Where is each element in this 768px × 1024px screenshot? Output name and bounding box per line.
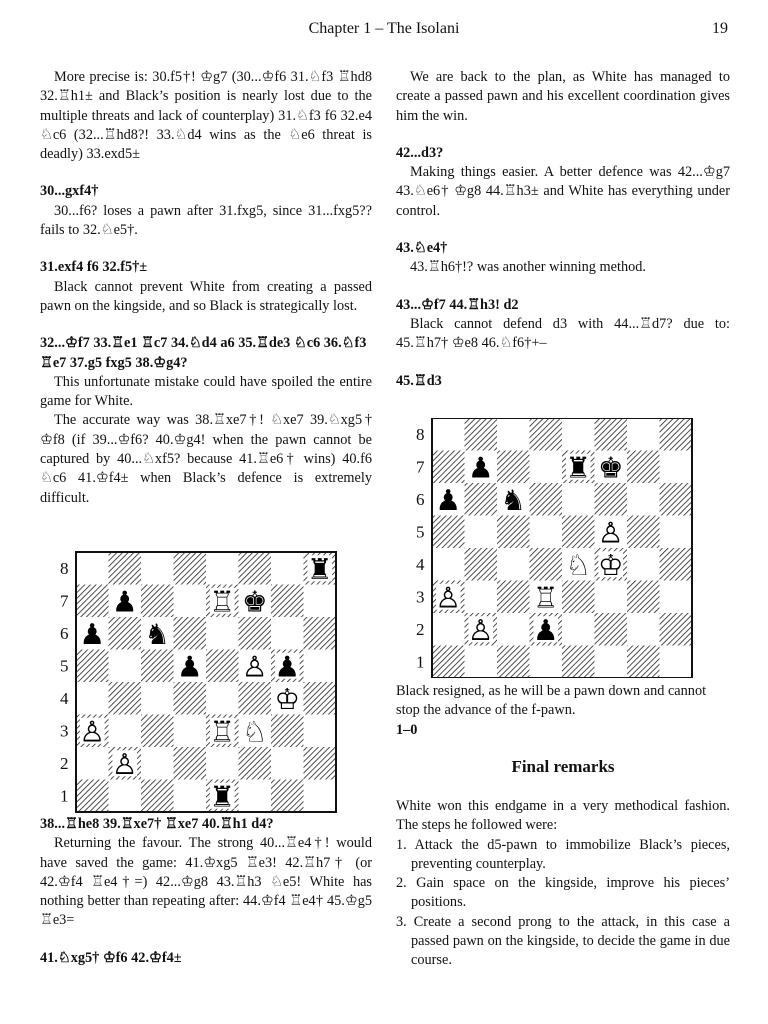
rank-label: 8 <box>416 425 425 445</box>
light-square <box>497 418 530 451</box>
page-header <box>0 20 768 42</box>
rank-label: 7 <box>60 591 69 611</box>
dark-square <box>497 581 530 614</box>
dark-square <box>660 548 693 581</box>
dark-square <box>660 613 693 646</box>
dark-square <box>304 617 337 650</box>
light-square <box>206 617 239 650</box>
white-king-icon: ♔ <box>274 681 301 716</box>
dark-square <box>76 650 109 683</box>
light-square <box>530 451 563 484</box>
dark-square <box>239 682 272 715</box>
chess-board-2 <box>396 418 696 678</box>
page-number: 19 <box>712 20 728 37</box>
resign-text: Black resigned, as he will be a pawn down and cannot stop the advance of the f-pawn. <box>396 683 707 719</box>
commentary-paragraph: 30...f6? loses a pawn after 31.fxg5, since 31...fxg5?? fails to 32.♘e5†. <box>40 202 372 239</box>
light-square <box>562 613 595 646</box>
rank-label: 2 <box>60 754 69 774</box>
chess-diagram-1 <box>40 544 340 819</box>
dark-square <box>174 682 207 715</box>
black-knight-icon: ♞ <box>500 482 527 517</box>
white-pawn-icon: ♙ <box>241 649 268 684</box>
white-pawn-icon: ♙ <box>79 714 106 749</box>
dark-square <box>141 585 174 618</box>
light-square <box>530 516 563 549</box>
dark-square <box>109 682 142 715</box>
rank-label: 6 <box>416 490 425 510</box>
chapter-title: Chapter 1 – The Isolani <box>308 20 460 37</box>
dark-square <box>271 715 304 748</box>
rank-label: 5 <box>60 656 69 676</box>
light-square <box>432 418 465 451</box>
light-square <box>432 613 465 646</box>
dark-square <box>627 581 660 614</box>
dark-square <box>271 780 304 813</box>
light-square <box>432 548 465 581</box>
move-heading: 38...♖he8 39.♖xe7† ♖xe7 40.♖h1 d4? <box>40 816 274 832</box>
dark-square <box>562 581 595 614</box>
commentary-paragraph: Returning the favour. The strong 40...♖e4†! would have saved the game: 41.♔xg5 ♖e3! 42.♖h7† (or 42.♔f4 ♖e4†=) 42...♔g8 43.♖h3 ♘e5! White has nothing better than repeating after: 44.♔f4 ♖e4† 45.♔g5 ♖e3= <box>40 835 372 929</box>
light-square <box>141 747 174 780</box>
black-rook-icon: ♜ <box>209 779 236 814</box>
light-square <box>627 613 660 646</box>
dark-square <box>432 516 465 549</box>
chess-board-1 <box>40 544 340 814</box>
dark-square <box>660 418 693 451</box>
dark-square <box>432 646 465 679</box>
final-remarks-step: 2. Gain space on the kingside, improve his pieces’ positions. <box>396 875 730 911</box>
dark-square <box>497 646 530 679</box>
dark-square <box>530 418 563 451</box>
final-remarks-step: 1. Attack the d5-pawn to immobilize Black’s pieces, preventing counterplay. <box>396 836 730 872</box>
black-pawn-icon: ♟ <box>111 584 138 619</box>
light-square <box>562 418 595 451</box>
black-knight-icon: ♞ <box>144 616 171 651</box>
commentary-paragraph: Black cannot defend d3 with 44...♖d7? due to: 45.♖h7† ♔e8 46.♘f6†+– <box>396 315 730 352</box>
light-square <box>660 516 693 549</box>
dark-square <box>627 451 660 484</box>
black-pawn-icon: ♟ <box>176 649 203 684</box>
commentary-paragraph: 43.♖h6†!? was another winning method. <box>410 259 646 276</box>
light-square <box>174 585 207 618</box>
rank-label: 3 <box>416 587 425 607</box>
light-square <box>206 682 239 715</box>
dark-square <box>465 418 498 451</box>
white-knight-icon: ♘ <box>565 547 592 582</box>
rank-label: 6 <box>60 624 69 644</box>
white-rook-icon: ♖ <box>209 584 236 619</box>
rank-label: 8 <box>60 559 69 579</box>
dark-square <box>109 552 142 585</box>
light-square <box>141 552 174 585</box>
rank-label: 2 <box>416 620 425 640</box>
move-heading: 43.♘e4† <box>396 240 448 257</box>
commentary-paragraph: Making things easier. A better defence was 42...♔g7 43.♘e6† ♔g8 44.♖h3± and White has everything under control. <box>396 164 730 219</box>
light-square <box>530 646 563 679</box>
light-square <box>660 451 693 484</box>
light-square <box>239 780 272 813</box>
dark-square <box>304 747 337 780</box>
white-pawn-icon: ♙ <box>435 580 462 615</box>
light-square <box>271 552 304 585</box>
dark-square <box>141 715 174 748</box>
white-pawn-icon: ♙ <box>111 746 138 781</box>
dark-square <box>660 483 693 516</box>
commentary-paragraph: We are back to the plan, as White has managed to create a passed pawn and his excellent coordination gives him the win. <box>396 69 730 124</box>
chess-diagram-2 <box>396 418 696 683</box>
commentary-paragraph: The accurate way was 38.♖xe7†! ♘xe7 39.♘xg5† ♔f8 (if 39...♔f6? 40.♔g4! when the pawn cannot be captured by 40...♘xf5? because 41.♖e6† wins) 40.f6 ♘c6 41.♔f4± when Black’s defence is extremely difficult. <box>40 412 372 506</box>
light-square <box>174 780 207 813</box>
dark-square <box>530 548 563 581</box>
white-knight-icon: ♘ <box>241 714 268 749</box>
black-rook-icon: ♜ <box>565 450 592 485</box>
dark-square <box>497 451 530 484</box>
dark-square <box>141 650 174 683</box>
dark-square <box>206 650 239 683</box>
white-pawn-icon: ♙ <box>597 515 624 550</box>
white-rook-icon: ♖ <box>209 714 236 749</box>
rank-label: 3 <box>60 721 69 741</box>
light-square <box>141 682 174 715</box>
dark-square <box>432 451 465 484</box>
black-king-icon: ♚ <box>241 584 268 619</box>
rank-label: 5 <box>416 522 425 542</box>
light-square <box>76 682 109 715</box>
light-square <box>660 581 693 614</box>
dark-square <box>530 483 563 516</box>
game-result: 1–0 <box>396 721 418 738</box>
light-square <box>627 548 660 581</box>
white-king-icon: ♔ <box>597 547 624 582</box>
left-text-bottom <box>40 815 372 968</box>
dark-square <box>239 552 272 585</box>
dark-square <box>76 780 109 813</box>
final-remarks-step: 3. Create a second prong to the attack, in this case a passed pawn on the kingside, to decide the game in due course. <box>396 913 730 969</box>
black-pawn-icon: ♟ <box>274 649 301 684</box>
move-heading: 45.♖d3 <box>396 372 442 389</box>
black-king-icon: ♚ <box>597 450 624 485</box>
light-square <box>76 552 109 585</box>
commentary-paragraph: More precise is: 30.f5†! ♔g7 (30...♔f6 31.♘f3 ♖hd8 32.♖h1± and Black’s position is nearly lost due to the multiple threats and lack of counterplay) 31.♘f3 f6 32.e4 ♘c6 (32...♖hd8?! 33.♘d4 wins as the ♘e6 threat is deadly) 33.exd5± <box>40 69 372 163</box>
dark-square <box>271 585 304 618</box>
rank-label: 4 <box>416 555 425 575</box>
dark-square <box>304 682 337 715</box>
light-square <box>497 548 530 581</box>
move-heading: 42...d3? <box>396 144 444 161</box>
light-square <box>562 483 595 516</box>
dark-square <box>465 548 498 581</box>
light-square <box>76 747 109 780</box>
white-rook-icon: ♖ <box>532 580 559 615</box>
final-remarks-steps <box>396 836 730 971</box>
light-square <box>304 780 337 813</box>
black-pawn-icon: ♟ <box>467 450 494 485</box>
white-pawn-icon: ♙ <box>467 612 494 647</box>
resignation-note <box>396 682 730 740</box>
dark-square <box>465 483 498 516</box>
final-remarks-heading: Final remarks <box>511 757 615 776</box>
right-text-top <box>396 68 730 391</box>
dark-square <box>595 613 628 646</box>
move-heading: 41.♘xg5† ♔f6 42.♔f4± <box>40 949 182 966</box>
light-square <box>465 646 498 679</box>
dark-square <box>141 780 174 813</box>
light-square <box>174 715 207 748</box>
dark-square <box>76 585 109 618</box>
light-square <box>206 552 239 585</box>
dark-square <box>174 747 207 780</box>
light-square <box>627 483 660 516</box>
final-remarks-intro: White won this endgame in a very methodical fashion. The steps he followed were: <box>396 798 730 834</box>
black-rook-icon: ♜ <box>306 551 333 586</box>
move-heading: 31.exf4 f6 32.f5†± <box>40 259 148 276</box>
dark-square <box>595 418 628 451</box>
dark-square <box>109 617 142 650</box>
move-heading: 32...♔f7 33.♖e1 ♖c7 34.♘d4 a6 35.♖de3 ♘c6 36.♘f3 ♖e7 37.g5 fxg5 38.♔g4? <box>40 335 367 371</box>
final-remarks-body <box>396 797 730 971</box>
dark-square <box>562 516 595 549</box>
move-heading: 43...♔f7 44.♖h3! d2 <box>396 296 519 313</box>
light-square <box>595 581 628 614</box>
black-pawn-icon: ♟ <box>79 616 106 651</box>
dark-square <box>497 516 530 549</box>
dark-square <box>239 617 272 650</box>
commentary-paragraph: This unfortunate mistake could have spoiled the entire game for White. <box>40 373 372 410</box>
light-square <box>271 747 304 780</box>
rank-label: 1 <box>416 652 425 672</box>
light-square <box>465 516 498 549</box>
light-square <box>109 650 142 683</box>
rank-label: 4 <box>60 689 69 709</box>
light-square <box>304 715 337 748</box>
light-square <box>304 585 337 618</box>
light-square <box>109 780 142 813</box>
move-heading: 30...gxf4† <box>40 183 99 200</box>
dark-square <box>562 646 595 679</box>
left-column <box>40 68 372 508</box>
dark-square <box>595 483 628 516</box>
light-square <box>595 646 628 679</box>
dark-square <box>174 617 207 650</box>
light-square <box>660 646 693 679</box>
commentary-paragraph: Black cannot prevent White from creating a passed pawn on the kingside, and so Black is strategically lost. <box>40 278 372 314</box>
rank-label: 1 <box>60 786 69 806</box>
dark-square <box>174 552 207 585</box>
light-square <box>627 418 660 451</box>
dark-square <box>627 646 660 679</box>
left-text-top <box>40 68 372 508</box>
black-pawn-icon: ♟ <box>435 482 462 517</box>
light-square <box>465 581 498 614</box>
black-pawn-icon: ♟ <box>532 612 559 647</box>
right-column <box>396 68 730 391</box>
light-square <box>109 715 142 748</box>
dark-square <box>239 747 272 780</box>
dark-square <box>627 516 660 549</box>
light-square <box>304 650 337 683</box>
light-square <box>271 617 304 650</box>
light-square <box>497 613 530 646</box>
light-square <box>206 747 239 780</box>
rank-label: 7 <box>416 457 425 477</box>
